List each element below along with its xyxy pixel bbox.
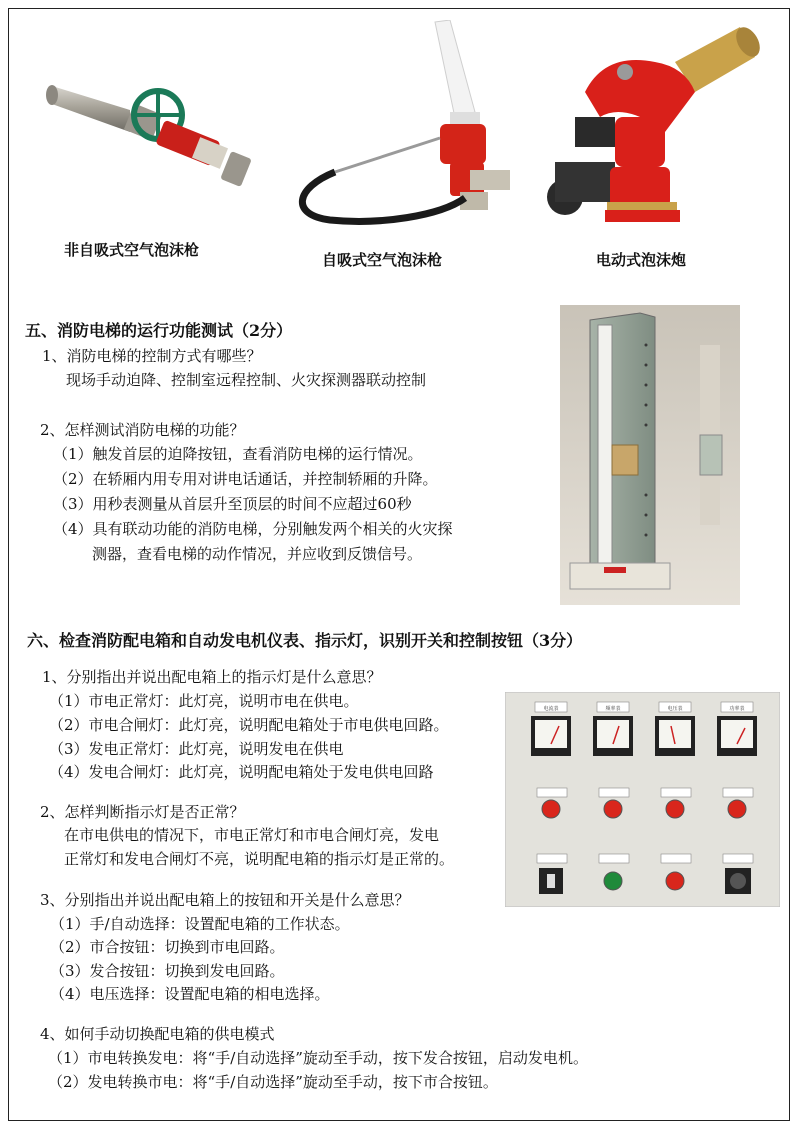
indicator-item-4: （4）发电合闸灯：此灯亮，说明配电箱处于发电供电回路	[49, 763, 434, 781]
section5-item-4: （4）具有联动功能的消防电梯，分别触发两个相关的火灾探	[53, 520, 453, 538]
section6-question-4: 4、如何手动切换配电箱的供电模式	[40, 1025, 275, 1043]
section5-item-3: （3）用秒表测量从首层升至顶层的时间不应超过60秒	[53, 495, 412, 513]
section6-question-3: 3、分别指出并说出配电箱上的按钮和开关是什么意思？	[40, 891, 410, 909]
distribution-box-panel-image	[505, 692, 780, 907]
meter-label-power: 功率表	[729, 706, 745, 712]
elevator-test-cabinet-image	[560, 305, 740, 605]
caption-self-priming: 自吸式空气泡沫枪	[322, 251, 443, 269]
section5-item-2: （2）在轿厢内用专用对讲电话通话，并控制轿厢的升降。	[53, 470, 438, 488]
section6-question-2: 2、怎样判断指示灯是否正常？	[40, 803, 245, 821]
section5-item-1: （1）触发首层的迫降按钮，查看消防电梯的运行情况。	[53, 445, 423, 463]
button-item-2: （2）市合按钮：切换到市电回路。	[50, 938, 285, 956]
switch-mode-item-2: （2）发电转换市电：将“手/自动选择”旋动至手动，按下市合按钮。	[48, 1073, 498, 1091]
section5-item-4-cont: 测器，查看电梯的动作情况，并应收到反馈信号。	[92, 545, 423, 563]
switch-mode-item-1: （1）市电转换发电：将“手/自动选择”旋动至手动，按下发合按钮，启动发电机。	[48, 1049, 588, 1067]
caption-non-self-priming: 非自吸式空气泡沫枪	[64, 241, 200, 259]
section6-question-1: 1、分别指出并说出配电箱上的指示灯是什么意思？	[42, 668, 382, 686]
self-priming-foam-gun-image	[290, 20, 520, 230]
indicator-item-3: （3）发电正常灯：此灯亮，说明发电在供电	[49, 740, 344, 758]
meter-label-current: 电流表	[543, 706, 559, 712]
indicator-item-1: （1）市电正常灯：此灯亮，说明市电在供电。	[49, 692, 359, 710]
section6-title: 六、检查消防配电箱和自动发电机仪表、指示灯，识别开关和控制按钮（3分）	[27, 631, 583, 650]
section5-title: 五、消防电梯的运行功能测试（2分）	[25, 321, 293, 340]
section5-question-2: 2、怎样测试消防电梯的功能？	[40, 421, 245, 439]
button-item-3: （3）发合按钮：切换到发电回路。	[50, 962, 285, 980]
button-item-1: （1）手/自动选择：设置配电箱的工作状态。	[50, 915, 350, 933]
section6-answer-2-line2: 正常灯和发电合闸灯不亮，说明配电箱的指示灯是正常的。	[64, 850, 455, 868]
meter-label-frequency: 频率表	[605, 706, 621, 712]
electric-foam-cannon-image	[545, 22, 760, 227]
indicator-item-2: （2）市电合闸灯：此灯亮，说明配电箱处于市电供电回路。	[49, 716, 449, 734]
button-item-4: （4）电压选择：设置配电箱的相电选择。	[50, 985, 330, 1003]
section5-answer-1: 现场手动迫降、控制室远程控制、火灾探测器联动控制	[66, 371, 427, 389]
section5-question-1: 1、消防电梯的控制方式有哪些？	[42, 347, 262, 365]
section6-answer-2-line1: 在市电供电的情况下，市电正常灯和市电合闸灯亮，发电	[64, 826, 440, 844]
meter-label-voltage: 电压表	[667, 706, 683, 712]
non-self-priming-foam-gun-image	[40, 70, 270, 200]
caption-electric-cannon: 电动式泡沫炮	[596, 251, 687, 269]
